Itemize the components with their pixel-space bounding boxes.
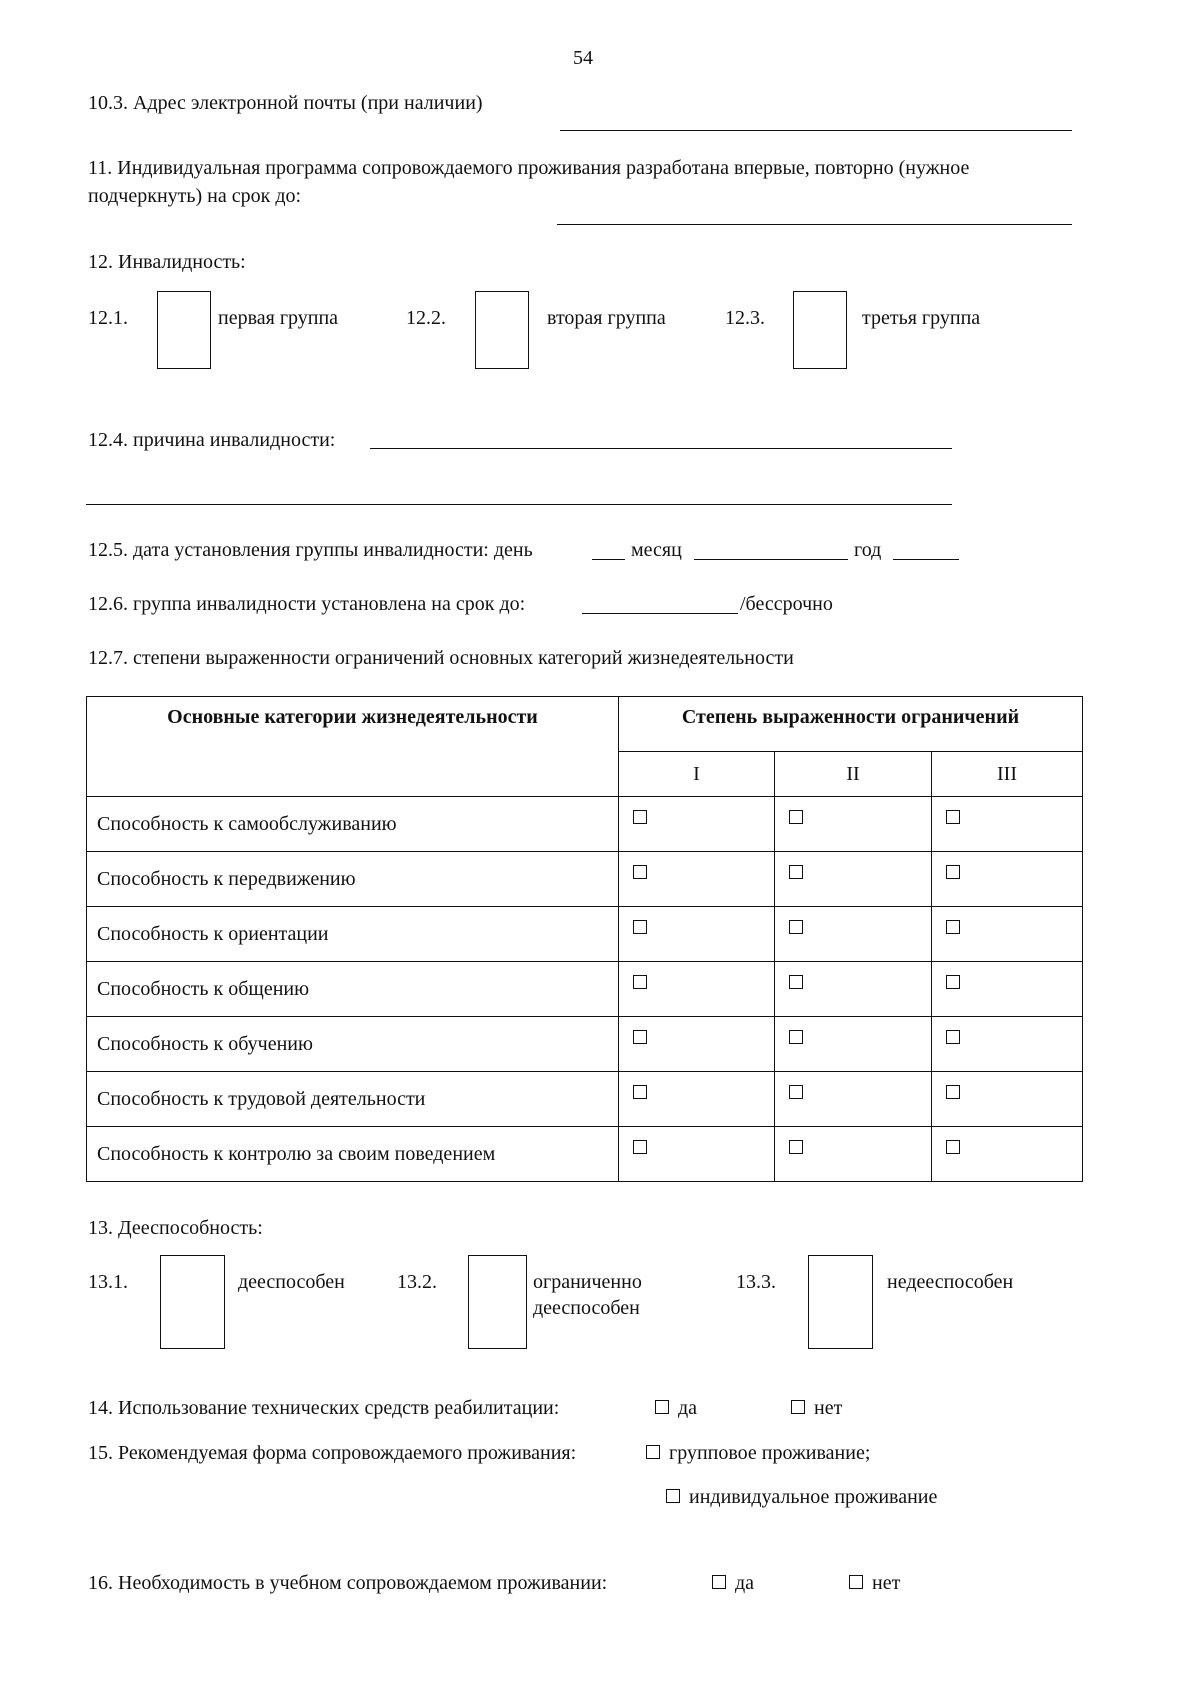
- checkbox-level-1[interactable]: [633, 1030, 647, 1044]
- table-row: [87, 907, 1083, 962]
- date-month-label: месяц: [631, 539, 682, 561]
- table-row: [87, 1072, 1083, 1127]
- checkbox-level-1[interactable]: [633, 975, 647, 989]
- checkbox-level-2[interactable]: [789, 1140, 803, 1154]
- checkbox-level-1[interactable]: [633, 1140, 647, 1154]
- checkbox-level-3[interactable]: [946, 920, 960, 934]
- disability-cause-field[interactable]: [370, 448, 952, 449]
- capacity-1-number: 13.1.: [88, 1271, 128, 1293]
- training-living-no-checkbox[interactable]: [849, 1575, 863, 1589]
- training-living-label: 16. Необходимость в учебном сопровождаемом проживании:: [88, 1572, 608, 1594]
- disability-cause-label: 12.4. причина инвалидности:: [88, 429, 336, 451]
- checkbox-level-2[interactable]: [789, 1030, 803, 1044]
- capacity-title: 13. Дееспособность:: [88, 1217, 263, 1239]
- individual-living-label: индивидуальное проживание: [689, 1486, 938, 1508]
- category-header: Основные категории жизнедеятельности: [87, 697, 619, 797]
- table-row: [87, 852, 1083, 907]
- tech-means-no-checkbox[interactable]: [791, 1400, 805, 1414]
- program-term-field[interactable]: [557, 224, 1072, 225]
- group3-number: 12.3.: [725, 307, 765, 329]
- group-living-label: групповое проживание;: [669, 1442, 871, 1464]
- training-living-yes-checkbox[interactable]: [712, 1575, 726, 1589]
- checkbox-level-2[interactable]: [789, 920, 803, 934]
- tech-means-yes-checkbox[interactable]: [655, 1400, 669, 1414]
- row-category: Способность к трудовой деятельности: [87, 1072, 619, 1127]
- checkbox-level-3[interactable]: [946, 1140, 960, 1154]
- capacity-2-label-line1: ограниченно: [533, 1271, 642, 1293]
- email-field[interactable]: [560, 130, 1072, 131]
- term-field[interactable]: [582, 613, 738, 614]
- date-label: 12.5. дата установления группы инвалидности: день: [88, 539, 533, 561]
- checkbox-level-2[interactable]: [789, 865, 803, 879]
- disability-cause-field-2[interactable]: [86, 504, 952, 505]
- table-row: [87, 1017, 1083, 1072]
- table-row: [87, 962, 1083, 1017]
- date-year-field[interactable]: [893, 559, 959, 560]
- checkbox-level-3[interactable]: [946, 1030, 960, 1044]
- row-category: Способность к передвижению: [87, 852, 619, 907]
- capacity-1-label: дееспособен: [238, 1271, 345, 1293]
- group1-number: 12.1.: [88, 307, 128, 329]
- checkbox-level-1[interactable]: [633, 865, 647, 879]
- group1-checkbox[interactable]: [157, 291, 211, 369]
- term-label: 12.6. группа инвалидности установлена на срок до:: [88, 593, 526, 615]
- level-1-header: I: [619, 752, 775, 797]
- row-category: Способность к самообслуживанию: [87, 797, 619, 852]
- training-living-no-label: нет: [872, 1572, 901, 1594]
- checkbox-level-3[interactable]: [946, 975, 960, 989]
- capacity-2-checkbox[interactable]: [468, 1255, 527, 1349]
- checkbox-level-1[interactable]: [633, 1085, 647, 1099]
- group3-checkbox[interactable]: [793, 291, 847, 369]
- checkbox-level-3[interactable]: [946, 810, 960, 824]
- checkbox-level-1[interactable]: [633, 920, 647, 934]
- email-label: 10.3. Адрес электронной почты (при наличии): [88, 92, 483, 114]
- checkbox-level-2[interactable]: [789, 810, 803, 824]
- individual-living-checkbox[interactable]: [666, 1489, 680, 1503]
- capacity-2-label-line2: дееспособен: [533, 1297, 640, 1319]
- capacity-3-checkbox[interactable]: [808, 1255, 873, 1349]
- date-month-field[interactable]: [694, 559, 848, 560]
- capacity-3-label: недееспособен: [887, 1271, 1014, 1293]
- program-text-line1: 11. Индивидуальная программа сопровождаемого проживания разработана впервые, повторно (нужное: [88, 157, 970, 179]
- group3-label: третья группа: [862, 307, 981, 329]
- capacity-2-number: 13.2.: [397, 1271, 437, 1293]
- tech-means-label: 14. Использование технических средств реабилитации:: [88, 1397, 560, 1419]
- group2-label: вторая группа: [547, 307, 666, 329]
- degrees-label: 12.7. степени выраженности ограничений основных категорий жизнедеятельности: [88, 647, 794, 669]
- term-suffix: /бессрочно: [740, 593, 833, 615]
- row-category: Способность к ориентации: [87, 907, 619, 962]
- group-living-checkbox[interactable]: [646, 1445, 660, 1459]
- group2-checkbox[interactable]: [475, 291, 529, 369]
- tech-means-yes-label: да: [678, 1397, 698, 1419]
- capacity-1-checkbox[interactable]: [160, 1255, 225, 1349]
- disability-title: 12. Инвалидность:: [88, 251, 246, 273]
- training-living-yes-label: да: [735, 1572, 755, 1594]
- row-category: Способность к обучению: [87, 1017, 619, 1072]
- group1-label: первая группа: [218, 307, 339, 329]
- limitations-table: [86, 696, 1083, 1182]
- checkbox-level-2[interactable]: [789, 1085, 803, 1099]
- program-text-line2: подчеркнуть) на срок до:: [88, 185, 302, 207]
- level-3-header: III: [932, 752, 1083, 797]
- table-row: [87, 797, 1083, 852]
- checkbox-level-3[interactable]: [946, 865, 960, 879]
- row-category: Способность к контролю за своим поведением: [87, 1127, 619, 1182]
- checkbox-level-1[interactable]: [633, 810, 647, 824]
- checkbox-level-3[interactable]: [946, 1085, 960, 1099]
- page-number: 54: [573, 47, 593, 69]
- checkbox-level-2[interactable]: [789, 975, 803, 989]
- table-row: [87, 1127, 1083, 1182]
- date-year-label: год: [854, 539, 882, 561]
- level-2-header: II: [775, 752, 932, 797]
- tech-means-no-label: нет: [814, 1397, 843, 1419]
- date-day-field[interactable]: [592, 559, 625, 560]
- degree-header: Степень выраженности ограничений: [619, 697, 1083, 752]
- group2-number: 12.2.: [406, 307, 446, 329]
- row-category: Способность к общению: [87, 962, 619, 1017]
- capacity-3-number: 13.3.: [736, 1271, 776, 1293]
- living-form-label: 15. Рекомендуемая форма сопровождаемого проживания:: [88, 1442, 577, 1464]
